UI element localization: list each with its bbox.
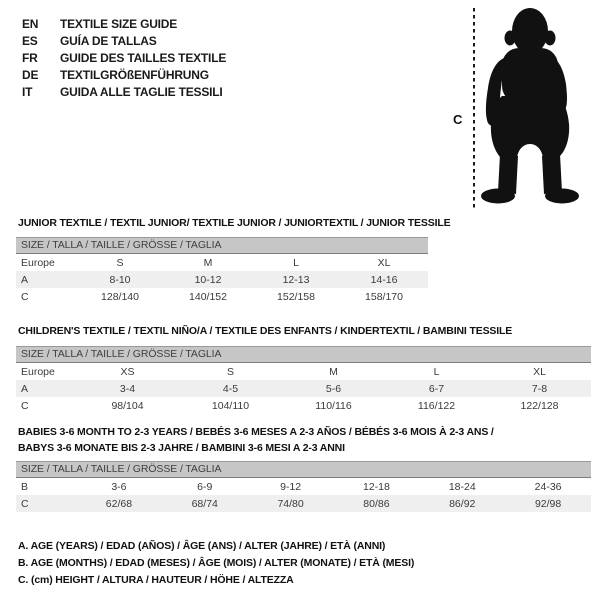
row-label: C bbox=[21, 497, 29, 510]
table-cell: M bbox=[203, 256, 213, 269]
row-label: Europe bbox=[21, 256, 55, 269]
language-code: FR bbox=[22, 51, 38, 65]
language-code: EN bbox=[22, 17, 39, 31]
language-legend bbox=[22, 16, 226, 101]
babies-section-title bbox=[18, 424, 494, 456]
language-row-fr bbox=[22, 50, 226, 67]
table-cell: 128/140 bbox=[101, 290, 139, 303]
table-cell: 62/68 bbox=[105, 497, 133, 510]
footnote-b: B. AGE (MONTHS) / EDAD (MESES) / ÂGE (MOIS) / ALTER (MONATE) / ETÀ (MESI) bbox=[18, 557, 415, 569]
language-code: IT bbox=[22, 85, 33, 99]
table-cell: XL bbox=[533, 365, 546, 378]
babies-title-line1: BABIES 3-6 MONTH TO 2-3 YEARS / BEBÉS 3-6 MESES A 2-3 AÑOS / BÉBÉS 3-6 MOIS À 2-3 ANS / bbox=[18, 426, 494, 438]
table-cell: 104/110 bbox=[211, 399, 250, 412]
table-row bbox=[16, 271, 428, 288]
row-label: C bbox=[21, 290, 29, 303]
table-row bbox=[16, 380, 591, 397]
table-cell: 18-24 bbox=[448, 480, 476, 493]
table-cell: 74/80 bbox=[277, 497, 304, 510]
footnote-c: C. (cm) HEIGHT / ALTURA / HAUTEUR / HÖHE / ALTEZZA bbox=[18, 574, 294, 586]
table-cell: 158/170 bbox=[365, 290, 403, 303]
footnotes bbox=[18, 538, 414, 589]
table-cell: L bbox=[293, 256, 299, 269]
row-label: A bbox=[21, 273, 29, 286]
table-cell: 3-6 bbox=[111, 480, 127, 493]
table-row bbox=[16, 363, 591, 380]
table-cell: 6-9 bbox=[197, 480, 213, 493]
table-cell: 9-12 bbox=[280, 480, 302, 493]
language-code: ES bbox=[22, 34, 38, 48]
table-cell: XS bbox=[120, 365, 135, 378]
table-cell: 116/122 bbox=[417, 399, 456, 412]
table-cell: 68/74 bbox=[191, 497, 218, 510]
table-cell: 3-4 bbox=[119, 382, 136, 395]
table-cell: 110/116 bbox=[315, 399, 352, 412]
children-size-table bbox=[16, 346, 591, 414]
children-section-title: CHILDREN'S TEXTILE / TEXTIL NIÑO/A / TEXTILE DES ENFANTS / KINDERTEXTIL / BAMBINI TESSILE bbox=[18, 325, 513, 337]
table-cell: S bbox=[226, 365, 234, 378]
table-cell: 4-5 bbox=[222, 382, 239, 395]
table-cell: 80/86 bbox=[363, 497, 390, 510]
table-cell: L bbox=[433, 365, 440, 378]
row-label: B bbox=[21, 480, 29, 493]
junior-section-title: JUNIOR TEXTILE / TEXTIL JUNIOR/ TEXTILE JUNIOR / JUNIORTEXTIL / JUNIOR TESSILE bbox=[18, 217, 451, 229]
table-cell: M bbox=[329, 365, 338, 378]
table-cell: 86/92 bbox=[449, 497, 476, 510]
table-cell: 98/104 bbox=[111, 399, 144, 412]
height-figure bbox=[430, 0, 600, 220]
language-row-de bbox=[22, 67, 226, 84]
children-size-header: SIZE / TALLA / TAILLE / GRÖSSE / TAGLIA bbox=[16, 346, 591, 363]
language-title: TEXTILGRÖßENFÜHRUNG bbox=[60, 68, 209, 82]
row-label: Europe bbox=[21, 365, 55, 378]
table-row bbox=[16, 397, 591, 414]
table-row bbox=[16, 254, 428, 271]
toddler-silhouette-shape bbox=[481, 8, 579, 204]
junior-size-header: SIZE / TALLA / TAILLE / GRÖSSE / TAGLIA bbox=[16, 237, 428, 254]
table-cell: 12-18 bbox=[362, 480, 390, 493]
table-cell: 7-8 bbox=[531, 382, 548, 395]
language-title: GUÍA DE TALLAS bbox=[60, 34, 157, 48]
babies-title-line2: BABYS 3-6 MONATE BIS 2-3 JAHRE / BAMBINI 3-6 MESI A 2-3 ANNI bbox=[18, 442, 345, 454]
table-cell: XL bbox=[377, 256, 391, 269]
babies-size-table bbox=[16, 461, 591, 512]
language-title: TEXTILE SIZE GUIDE bbox=[60, 17, 178, 31]
language-row-en bbox=[22, 16, 226, 33]
table-cell: 8-10 bbox=[109, 273, 131, 286]
table-row bbox=[16, 478, 591, 495]
junior-size-table bbox=[16, 237, 428, 305]
row-label: C bbox=[21, 399, 29, 412]
height-measure-label: C bbox=[453, 112, 463, 127]
table-cell: 122/128 bbox=[520, 399, 559, 412]
table-cell: 10-12 bbox=[194, 273, 222, 286]
table-cell: 6-7 bbox=[428, 382, 445, 395]
table-cell: 12-13 bbox=[282, 273, 310, 286]
table-cell: S bbox=[116, 256, 124, 269]
table-cell: 140/152 bbox=[189, 290, 227, 303]
table-cell: 5-6 bbox=[325, 382, 342, 395]
table-row bbox=[16, 288, 428, 305]
table-row bbox=[16, 495, 591, 512]
row-label: A bbox=[21, 382, 29, 395]
babies-size-header: SIZE / TALLA / TAILLE / GRÖSSE / TAGLIA bbox=[16, 461, 591, 478]
language-row-it bbox=[22, 84, 226, 101]
language-row-es bbox=[22, 33, 226, 50]
table-cell: 92/98 bbox=[534, 497, 562, 510]
table-cell: 24-36 bbox=[534, 480, 562, 493]
language-code: DE bbox=[22, 68, 39, 82]
language-title: GUIDA ALLE TAGLIE TESSILI bbox=[60, 85, 223, 99]
toddler-silhouette-icon bbox=[430, 0, 600, 220]
language-title: GUIDE DES TAILLES TEXTILE bbox=[60, 51, 227, 65]
footnote-a: A. AGE (YEARS) / EDAD (AÑOS) / ÂGE (ANS) / ALTER (JAHRE) / ETÀ (ANNI) bbox=[18, 540, 386, 552]
table-cell: 14-16 bbox=[370, 273, 398, 286]
table-cell: 152/158 bbox=[277, 290, 315, 303]
